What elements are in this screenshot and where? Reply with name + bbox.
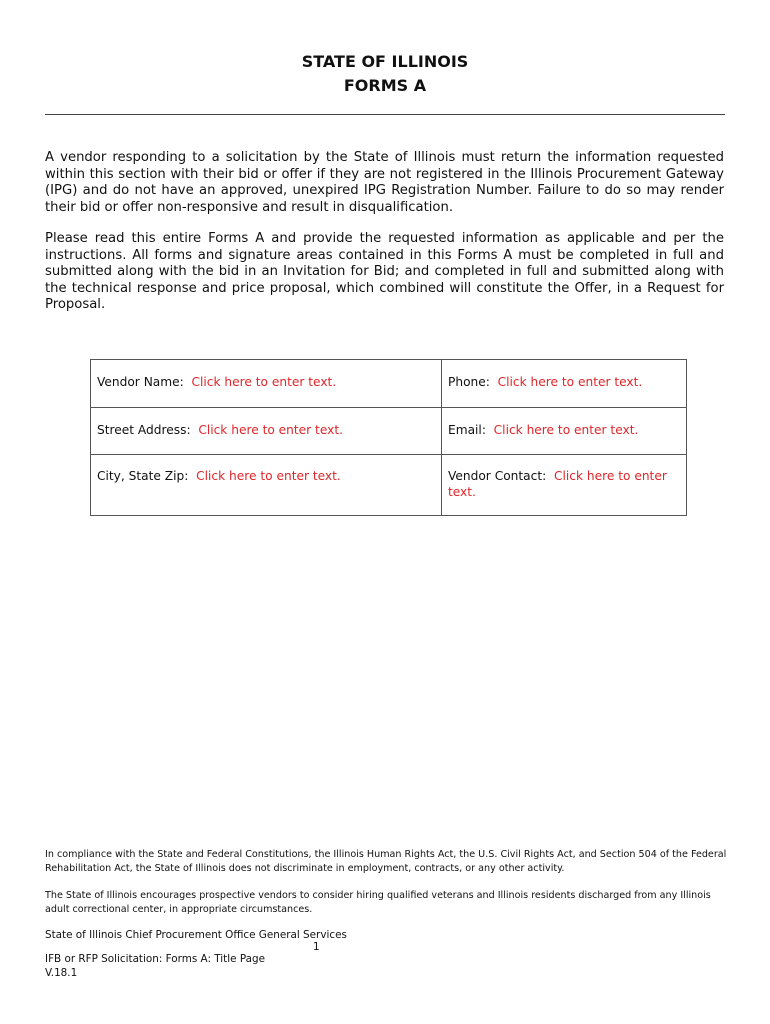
title-line-1: STATE OF ILLINOIS — [301, 52, 469, 71]
table-row — [91, 408, 687, 455]
veterans-notice: The State of Illinois encourages prospective vendors to consider hiring qualified veterans and Illinois residents discharged from any Illinois adult correctional center, in appropriate circumstances. — [45, 890, 711, 915]
doc-footer — [45, 953, 735, 980]
vendor-name-label: Vendor Name: — [97, 375, 184, 389]
title-divider — [45, 114, 725, 115]
street-address-label: Street Address: — [97, 423, 191, 437]
vendor-name-cell — [91, 360, 442, 408]
street-address-field[interactable]: Click here to enter text. — [198, 423, 343, 437]
table-row — [91, 360, 687, 408]
doc-version: V.18.1 — [45, 966, 78, 979]
vendor-contact-label: Vendor Contact: — [448, 469, 547, 483]
city-state-zip-label: City, State Zip: — [97, 469, 189, 483]
table-row — [91, 455, 687, 516]
city-state-zip-cell — [91, 455, 442, 516]
office-name: State of Illinois Chief Procurement Office General Services — [45, 929, 347, 941]
phone-label: Phone: — [448, 375, 490, 389]
page-title — [0, 50, 770, 98]
page-number: 1 — [313, 941, 320, 953]
street-address-cell — [91, 408, 442, 455]
vendor-info-table — [90, 359, 687, 516]
email-cell — [442, 408, 687, 455]
title-line-2: FORMS A — [343, 76, 427, 95]
compliance-notice: In compliance with the State and Federal Constitutions, the Illinois Human Rights Act, the U.S. Civil Rights Act, and Section 504 of the Federal Rehabilitation Act, the State of Illinois does not discriminate in employment, contracts, or any other activity. — [45, 849, 727, 874]
phone-cell — [442, 360, 687, 408]
city-state-zip-field[interactable]: Click here to enter text. — [196, 469, 341, 483]
email-field[interactable]: Click here to enter text. — [493, 423, 639, 437]
vendor-contact-cell — [442, 455, 687, 516]
email-label: Email: — [448, 423, 486, 437]
doc-title: IFB or RFP Solicitation: Forms A: Title Page — [45, 953, 265, 965]
intro-paragraph-2: Please read this entire Forms A and provide the requested information as applicable and per the instructions. All forms and signature areas contained in this Forms A must be completed in full and submitted along with the bid in an Invitation for Bid; and completed in full and submitted along with the technical response and price proposal, which combined will constitute the Offer, in a Request for Proposal. — [45, 231, 724, 313]
vendor-contact-field[interactable]: Click here to enter text. — [448, 469, 667, 499]
intro-paragraph-1: A vendor responding to a solicitation by the State of Illinois must return the information requested within this section with their bid or offer if they are not registered in the Illinois Procurement Gateway (IPG) and do not have an approved, unexpired IPG Registration Number. Failure to do so may render their bid or offer non-responsive and result in disqualification. — [45, 150, 724, 215]
phone-field[interactable]: Click here to enter text. — [497, 375, 643, 389]
vendor-name-field[interactable]: Click here to enter text. — [191, 375, 337, 389]
